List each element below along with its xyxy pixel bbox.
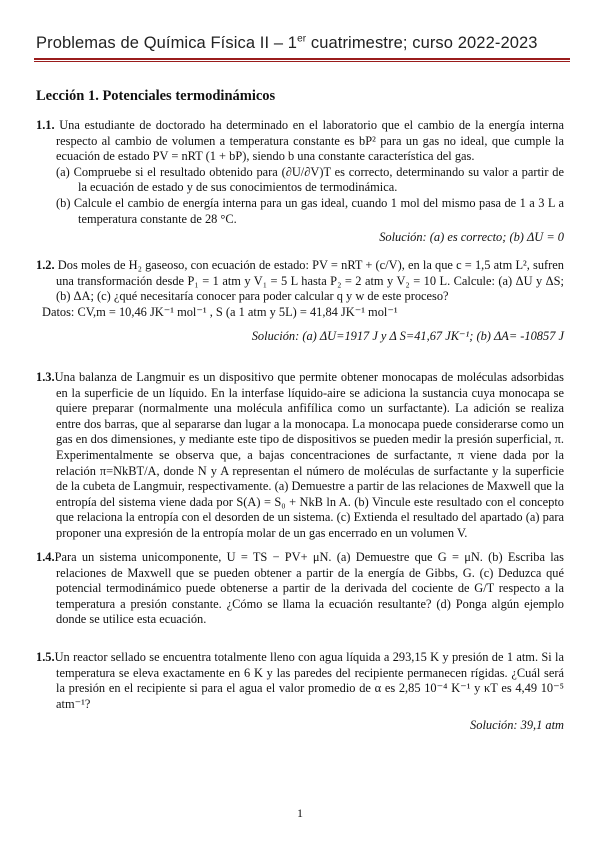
header-title: Problemas de Química Física II – 1	[36, 34, 298, 52]
problem-text: Para un sistema unicomponente, U = TS − PV+ μN. (a) Demuestre que G = μN. (b) Escriba las relaciones de Maxwell que se pueden obtener a partir de la energía de Gibbs, G. (c) Deduzca qué potencial termodinámico puede obtenerse a partir de la derivada del cociente de G/T respecto a la temperatura a presión constante. ¿Cómo se llama la ecuación resultante? (d) Ponga algún ejemplo donde se utilice esta ecuación.	[54, 550, 564, 627]
page-number: 1	[297, 806, 303, 820]
problem-text: Dos moles de H₂ gaseoso, con ecuación de estado: PV = nRT + (c/V), en la que c = 1,5 atm L², sufren una transformación desde P₁ = 1 atm y V₁ = 5 L hasta P₂ = 2 atm y V₂ = 10 L. Calcule: (a) ΔU y ΔS; (b) ΔA; (c) ¿qué necesitaría conocer para poder calcular q y w de este proceso?	[56, 258, 564, 304]
problem-solution: Solución: (a) ΔU=1917 J y Δ S=41,67 JK⁻¹; (b) ΔA= -10857 J	[251, 329, 564, 344]
page-header	[36, 34, 538, 53]
problem-data: Datos: CV,m = 10,46 JK⁻¹ mol⁻¹ , S (a 1 atm y 5L) = 41,84 JK⁻¹ mol⁻¹	[42, 304, 398, 319]
problem-1-3	[36, 370, 564, 542]
problem-number: 1.3.	[36, 370, 55, 384]
problem-text: Un reactor sellado se encuentra totalmente lleno con agua líquida a 293,15 K y presión de 1 atm. Si la temperatura se eleva exactamente en 6 K y las paredes del recipiente permanecen rígidas. ¿Cuál será la presión en el recipiente si para el agua el valor promedio de α es 2,85 10⁻⁴ K⁻¹ y κT es 4,49 10⁻⁵ atm⁻¹?	[54, 650, 564, 711]
header-rule	[34, 58, 570, 60]
problem-part-a: (a) Compruebe si el resultado obtenido para (∂U/∂V)T es correcto, determinando su valor a partir de la ecuación de estado y de sus conocimientos de termodinámica.	[56, 164, 564, 195]
header-title-rest: cuatrimestre; curso 2022-2023	[306, 34, 538, 52]
problem-solution: Solución: 39,1 atm	[470, 718, 564, 733]
header-rule-thin	[34, 61, 570, 62]
problem-number: 1.2.	[36, 258, 55, 272]
problem-part-b: (b) Calcule el cambio de energía interna para un gas ideal, cuando 1 mol del mismo pasa de 1 a 3 L a temperatura constante de 28 °C.	[56, 195, 564, 226]
problem-1-2	[36, 258, 564, 345]
header-superscript: er	[297, 33, 307, 45]
problem-text: Una estudiante de doctorado ha determinado en el laboratorio que el cambio de la energía interna respecto al cambio de volumen a temperatura constante es bP² para un gas no ideal, que cumple la ecuación de estado PV = nRT (1 + bP), siendo b una constante característica del gas.	[56, 118, 564, 164]
problem-text: Una balanza de Langmuir es un dispositivo que permite obtener monocapas de moléculas adsorbidas en la superficie de un líquido. En la interfase líquido-aire se adiciona la sustancia cuya monocapa se quiere preparar (normalmente una molécula anfifílica como un surfactante). La adición se realiza entre dos barras, que al separarse dan lugar a la monocapa. La monocapa puede considerarse como un gas en dos dimensiones, y mediante este tipo de dispositivos se pueden medir la presión superficial, π. Experimentalmente se observa que, a bajas concentraciones de surfactante, π viene dada por la relación π=NkBT/A, donde N y A representan el número de moléculas de surfactante y la superficie de la cubeta de Langmuir, respectivamente. (a) Demuestre a partir de las relaciones de Maxwell que la entropía del sistema viene dada por S(A) = S₀ + NkB ln A. (b) Vincule este resultado con el concepto que relaciona la entropía con el desorden de un sistema. (c) Extienda el resultado del apartado (a) para proponer una expresión de la entropía molar de un gas encerrado en un volumen V.	[54, 370, 564, 540]
problem-1-1	[36, 118, 564, 246]
problem-1-4	[36, 550, 564, 628]
lesson-title: Lección 1. Potenciales termodinámicos	[36, 88, 276, 104]
problem-1-5	[36, 650, 564, 734]
problem-number: 1.4.	[36, 550, 55, 564]
problem-solution: Solución: (a) es correcto; (b) ΔU = 0	[379, 230, 564, 245]
problem-number: 1.5.	[36, 650, 55, 664]
problem-number: 1.1.	[36, 118, 55, 132]
